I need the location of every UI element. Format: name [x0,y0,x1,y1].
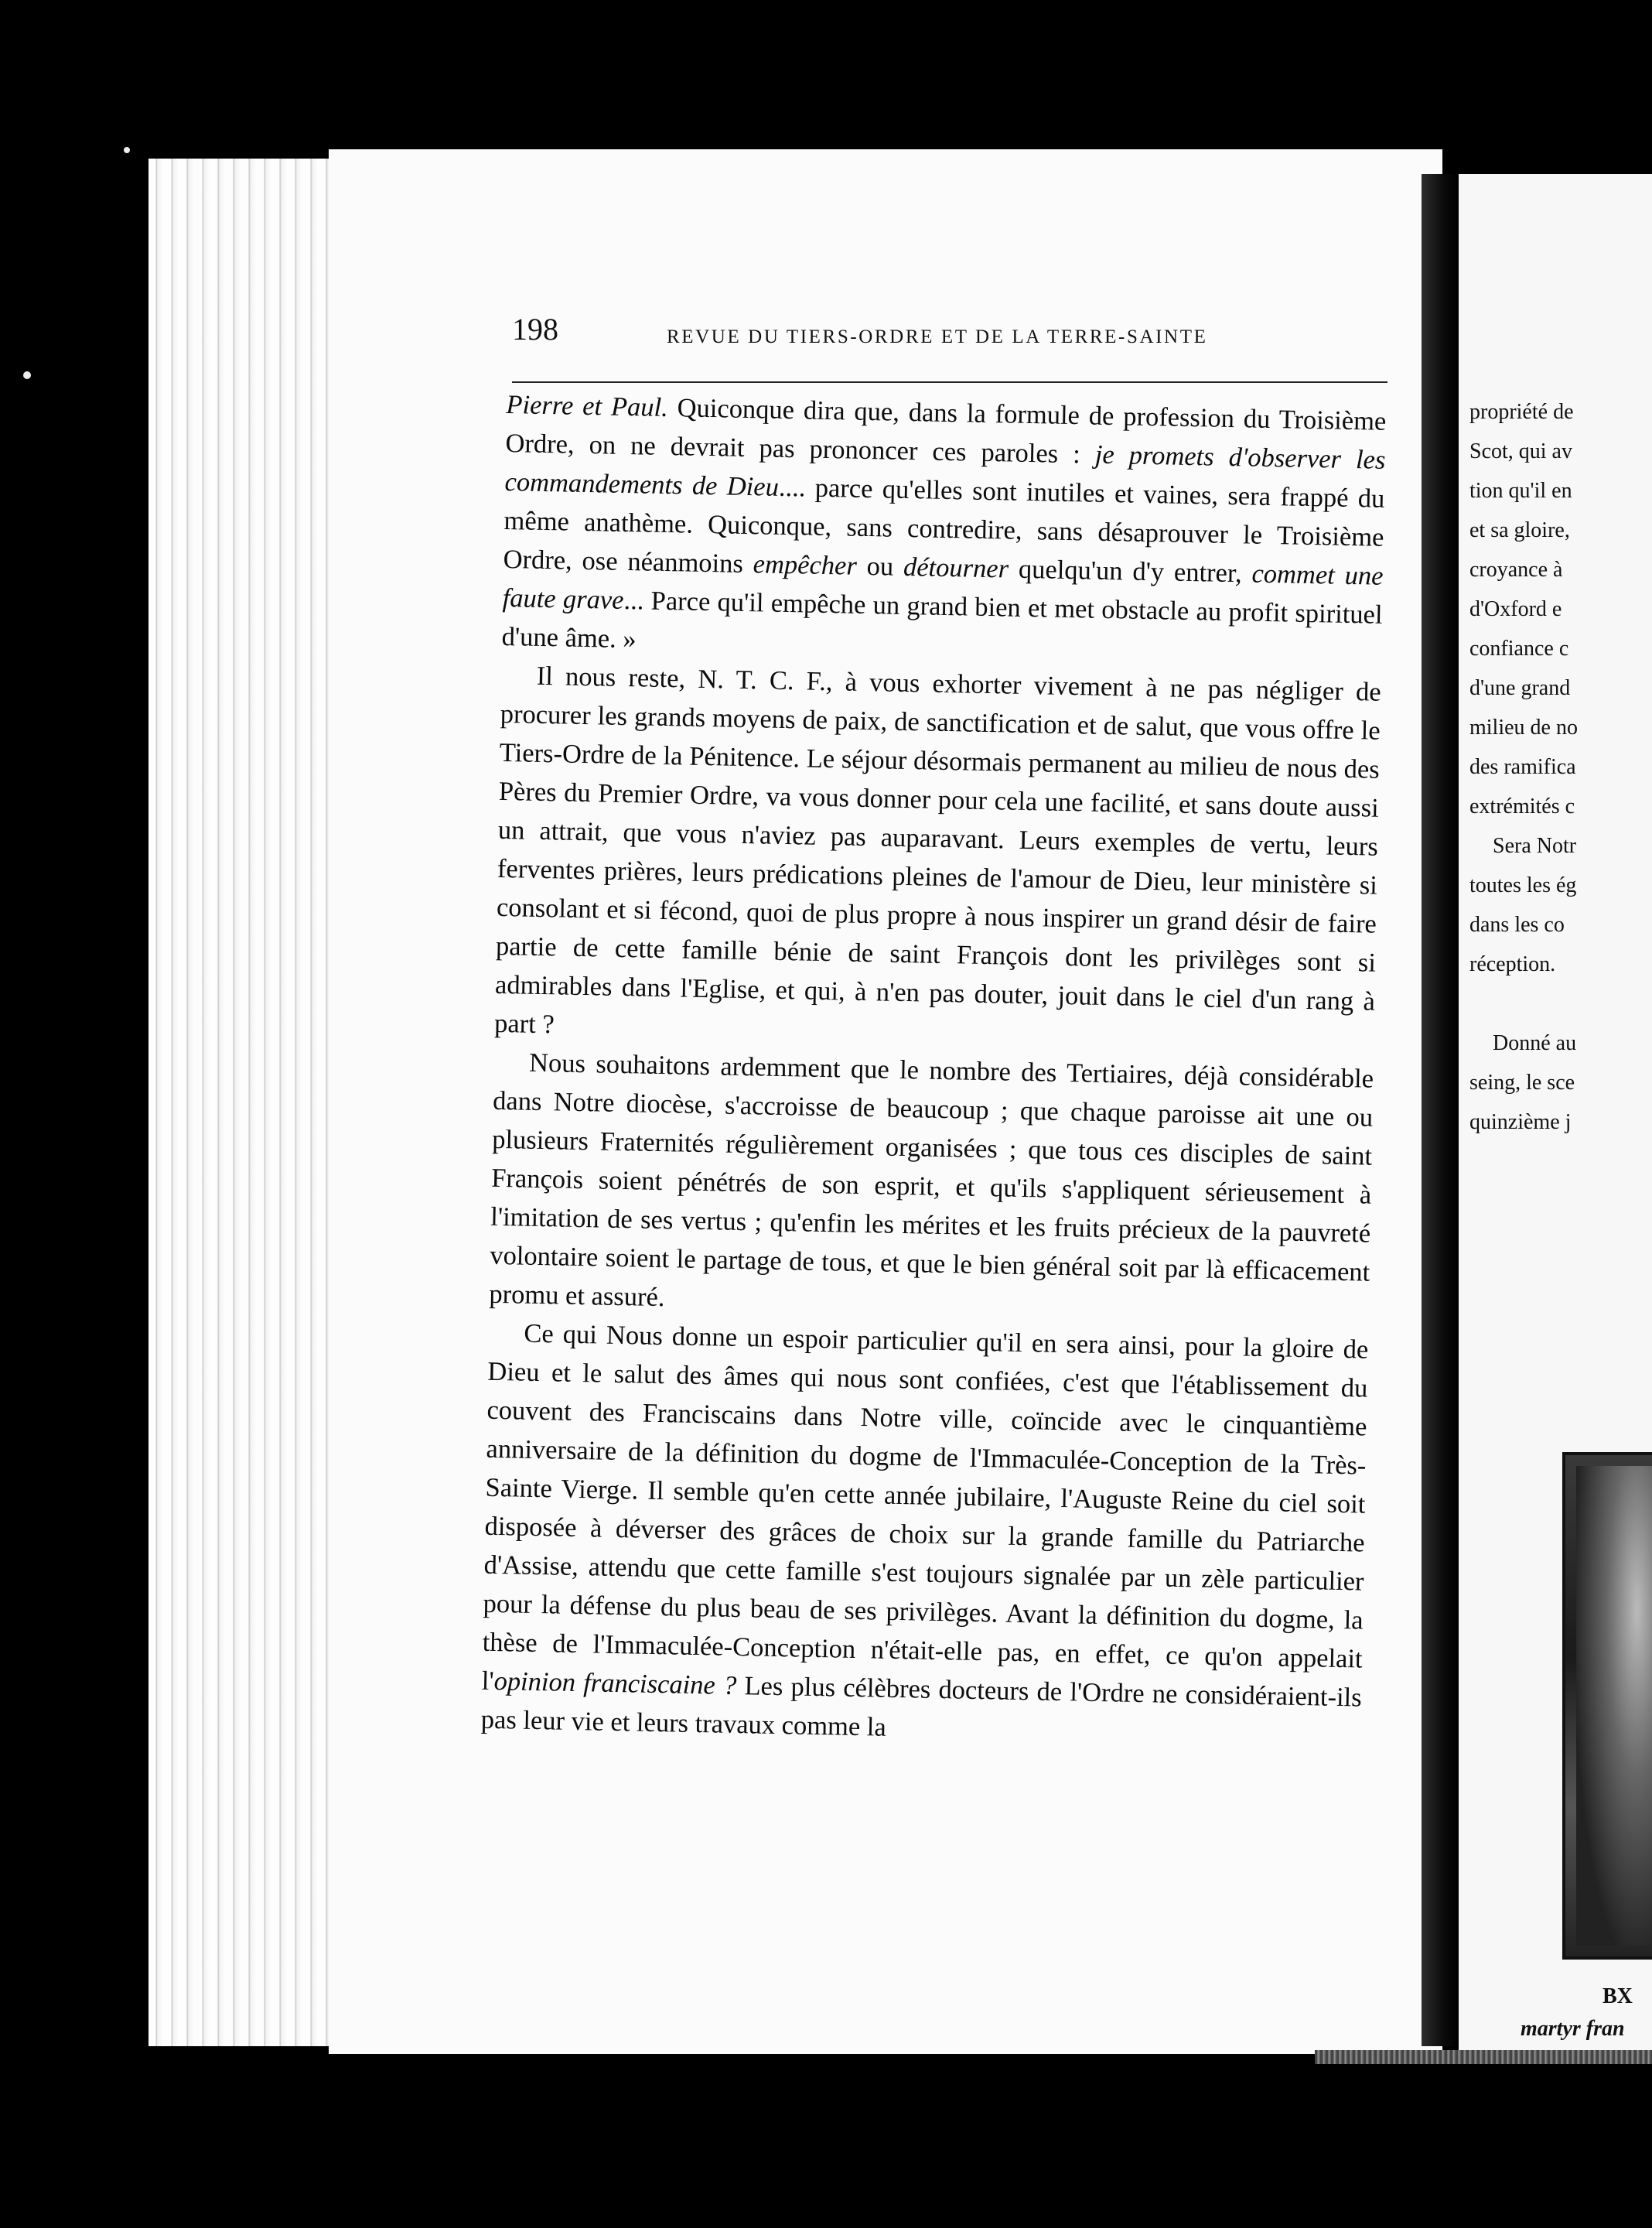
caption-subtitle: martyr fran [1521,2017,1625,2041]
running-head: REVUE DU TIERS-ORDRE ET DE LA TERRE-SAINTE [667,326,1208,347]
right-page-line: seing, le sce [1469,1071,1575,1095]
paragraph: Nous souhaitons ardemment que le nombre des Tertiaires, déjà considérable dans Notre diocèse, s'accroisse de beaucoup ; que chaque paroisse ait une ou plusieurs Fraternités régulièrement organisées ; que tous ces disciples de saint François soient pénétrés de son esprit, et qu'ils s'appliquent sérieusement à l'imitation de ses vertus ; qu'enfin les mérites et les fruits précieux de la pauvreté volontaire soient le partage de tous, et que le bien général soit par là efficacement promu et assuré. [489,1047,1374,1313]
right-page [1459,174,1652,2054]
book-gutter [1422,174,1459,2046]
right-page-line: réception. [1469,952,1556,976]
right-page-line [1469,984,1652,1023]
right-page-line: quinzième j [1469,1110,1572,1134]
header-rule [512,381,1387,383]
right-page-line: croyance à [1469,558,1563,582]
page-bottom-edge [1315,2050,1652,2064]
right-page-text [1469,392,1652,1142]
right-page-line: d'Oxford e [1469,597,1562,621]
page-number: 198 [512,312,558,347]
right-page-line: dans les co [1469,913,1565,937]
right-page-line: Scot, qui av [1469,439,1572,463]
right-page-line: des ramifica [1469,755,1576,779]
right-page-line: d'une grand [1469,676,1571,700]
paragraph: Ce qui Nous donne un espoir particulier qu'il en sera ainsi, pour la gloire de Dieu et le salut des âmes qui nous sont confiées, c'est que l'établissement du couvent des Franciscains dans Notre ville, coïncide avec le cinquantième anniversaire de la définition du dogme de l'Immaculée-Conception de la Très-Sainte Vierge. Il semble qu'en cette année jubilaire, l'Auguste Reine du ciel soit disposée à déverser des grâces de choix sur la grande famille du Patriarche d'Assise, attendu que cette famille s'est toujours signalée par un zèle particulier pour la défense du plus beau de ses privilèges. Avant la définition du dogme, la thèse de l'Immaculée-Conception n'était-elle pas, en effet, ce qu'on appelait l'opinion franciscaine ? Les plus célèbres docteurs de l'Ordre ne considéraient-ils pas leur vie et leurs travaux comme la [480,1318,1369,1742]
right-page-line: propriété de [1469,400,1574,424]
right-page-line: confiance c [1469,637,1569,661]
paragraph: Il nous reste, N. T. C. F., à vous exhorter vivement à ne pas négliger de procurer les grands moyens de paix, de sanctification et de salut, que vous offre le Tiers-Ordre de la Pénitence. Le séjour désormais permanent au milieu de nous des Pères du Premier Ordre, va vous donner pour cela une facilité, et sans doute aussi un attrait, que vous n'aviez pas auparavant. Leurs exemples de vertu, leurs ferventes prières, leurs prédications pleines de l'amour de Dieu, leur ministère si consolant et si fécond, quoi de plus propre à nous inspirer un grand désir de faire partie de cette famille bénie de saint François dont les privilèges sont si admirables dans l'Eglise, et qui, à n'en pas douter, jouit dans le ciel d'un rang à part ? [493,661,1381,1040]
engraving-image [1562,1452,1652,1960]
right-page-line: toutes les ég [1469,873,1577,897]
page-header [512,309,1387,356]
right-page-line: milieu de no [1469,716,1578,740]
dust-speck [124,147,130,153]
right-page-line: extrémités c [1469,794,1575,818]
caption-title: BX [1603,1984,1633,2008]
engraving-illustration [1576,1466,1652,1946]
right-page-line: et sa gloire, [1469,518,1570,542]
page-edges-stack [148,159,333,2046]
right-page-line: Donné au [1493,1031,1577,1055]
body-text [480,385,1386,1756]
paragraph: Pierre et Paul. Quiconque dira que, dans la formule de profession du Troisième Ordre, on ne devrait pas prononcer ces paroles : je promets d'observer les commandements de Dieu.... parce qu'elles sont inutiles et vaines, sera frappé du même anathème. Quiconque, sans contredire, sans désaprouver le Troisième Ordre, ose néanmoins empêcher ou détourner quelqu'un d'y entrer, commet une faute grave... Parce qu'il empêche un grand bien et met obstacle au profit spirituel d'une âme. » [501,389,1387,654]
dust-speck [23,371,31,379]
right-page-line: tion qu'il en [1469,479,1572,503]
right-page-line: Sera Notr [1493,834,1577,858]
